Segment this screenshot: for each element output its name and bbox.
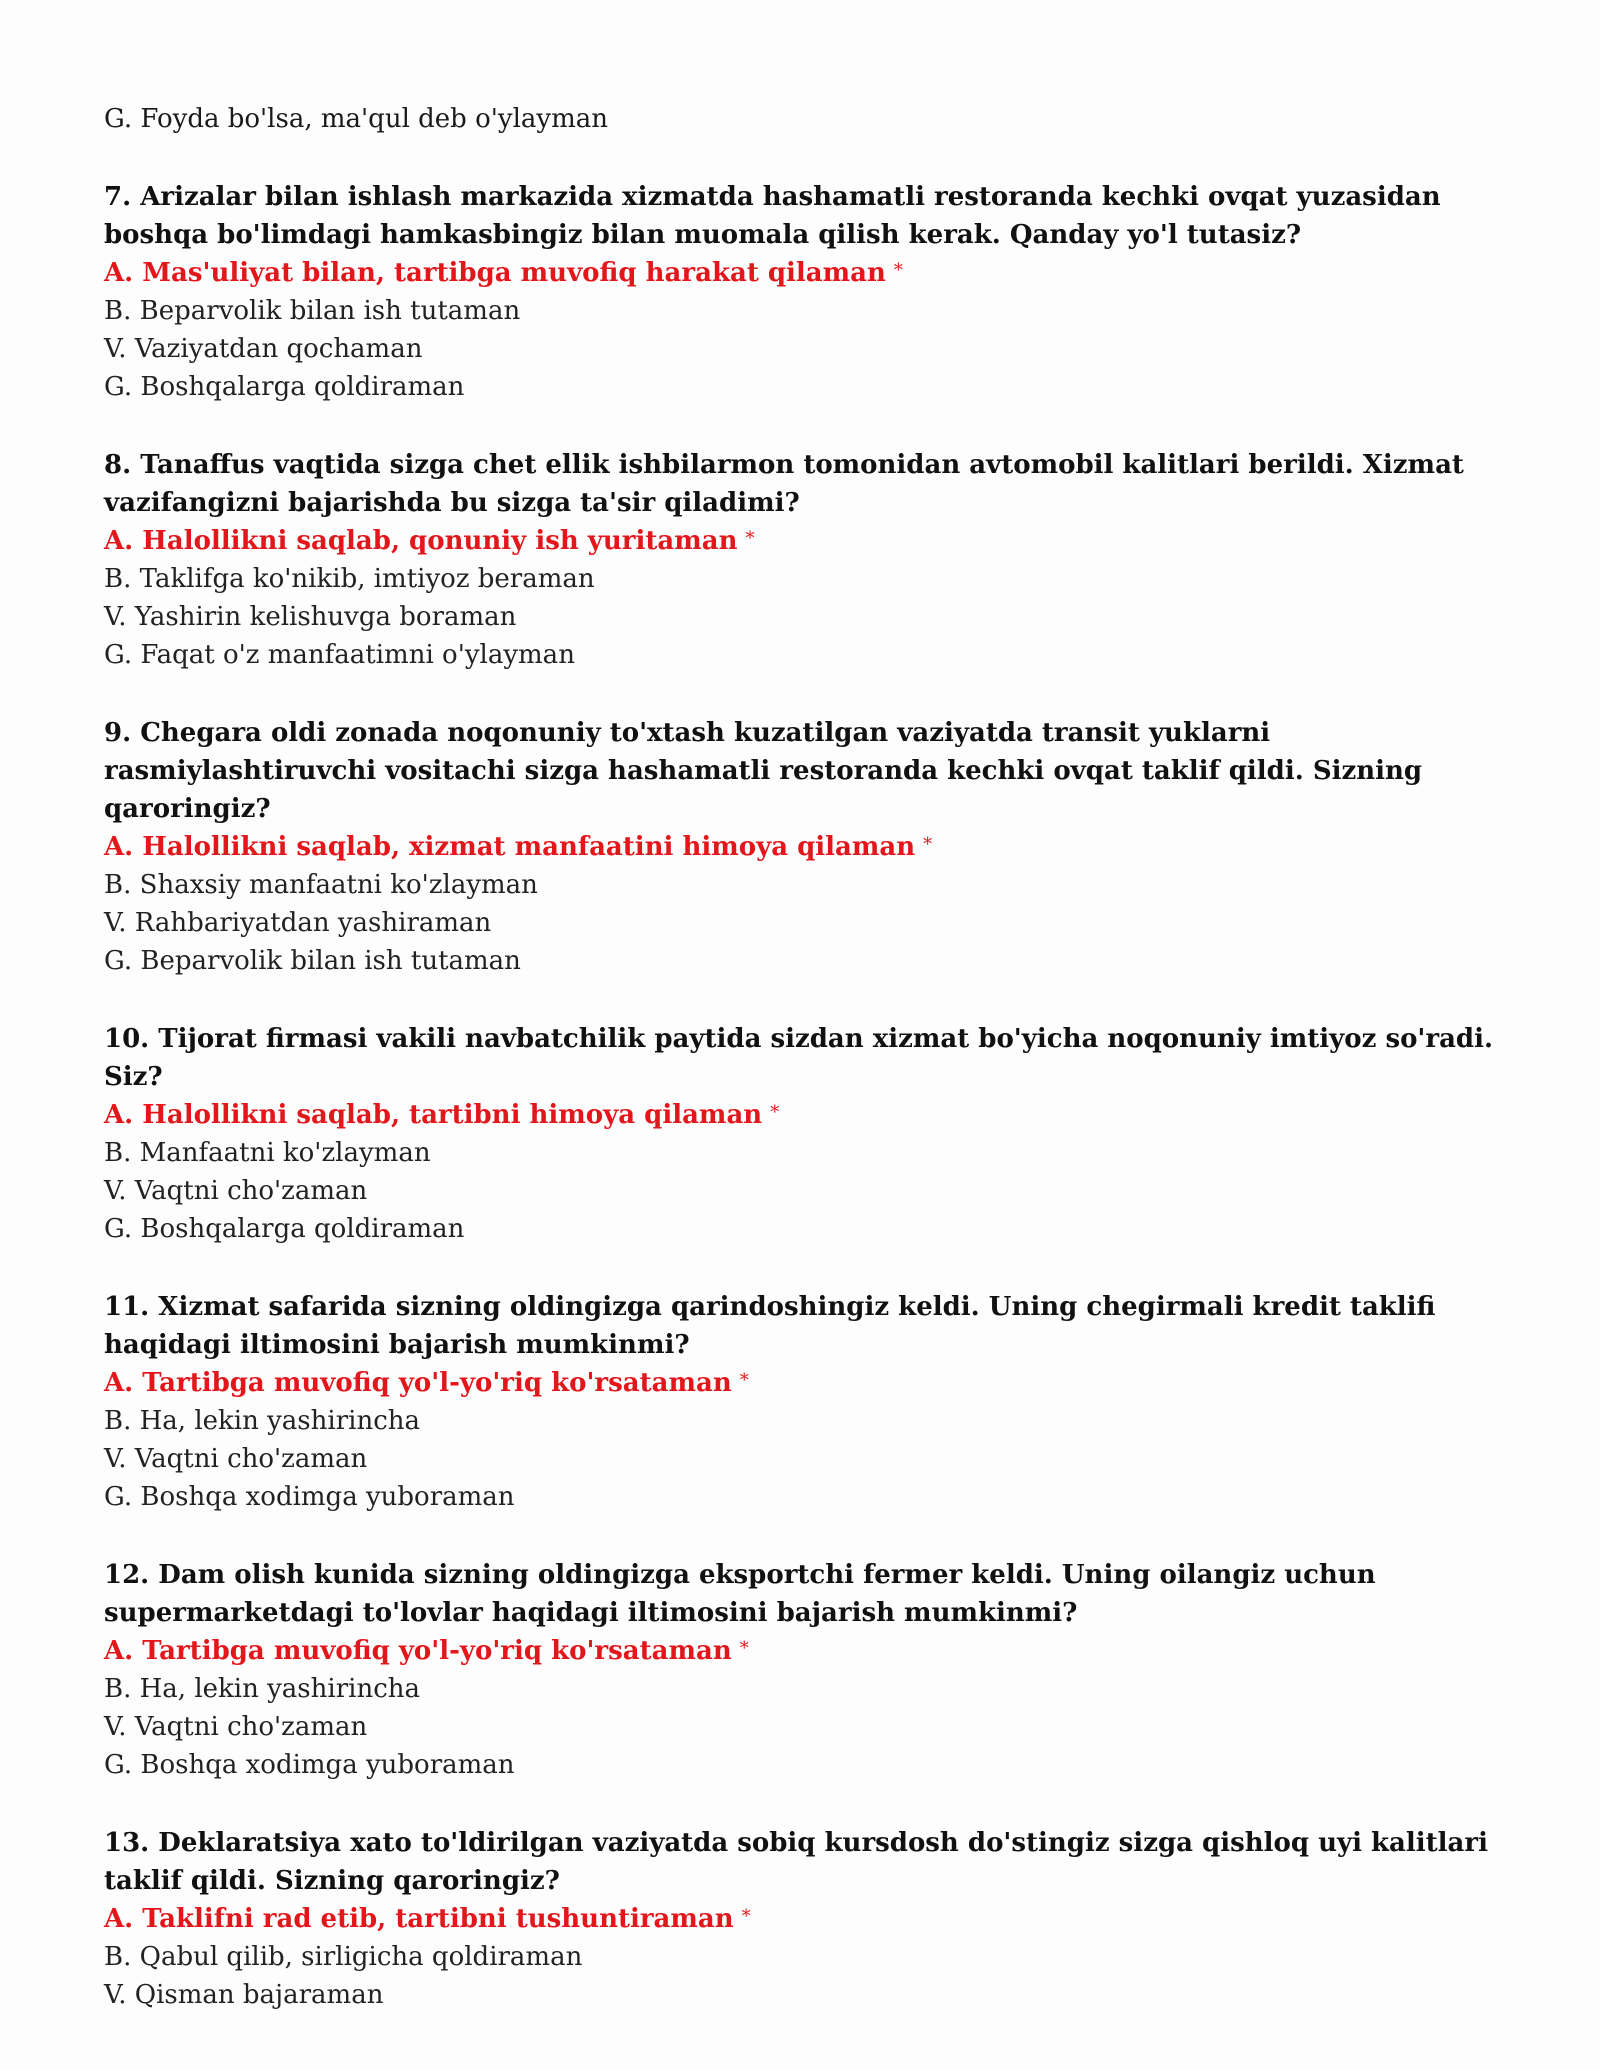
question-text: 8. Tanaffus vaqtida sizga chet ellik ishbilarmon tomonidan avtomobil kalitlari berildi. Xizmat vazifangizni bajarishda bu sizga ta'sir qiladimi? <box>104 450 1464 518</box>
question-list <box>104 178 1504 2014</box>
option-text: V. Vaziyatdan qochaman <box>104 334 423 364</box>
question-text: 13. Deklaratsiya xato to'ldirilgan vaziyatda sobiq kursdosh do'stingiz sizga qishloq uyi kalitlari taklif qildi. Sizning qaroringiz? <box>104 1828 1488 1896</box>
correct-marker-icon: * <box>770 1102 780 1123</box>
answer-option <box>104 1670 1504 1708</box>
option-text: V. Qisman bajaraman <box>104 1980 384 2010</box>
question-text: 11. Xizmat safarida sizning oldingizga qarindoshingiz keldi. Uning chegirmali kredit taklifi haqidagi iltimosini bajarish mumkinmi? <box>104 1292 1436 1360</box>
question-text: 9. Chegara oldi zonada noqonuniy to'xtash kuzatilgan vaziyatda transit yuklarni rasmiylashtiruvchi vositachi sizga hashamatli restoranda kechki ovqat taklif qildi. Sizning qaroringiz? <box>104 718 1423 824</box>
answer-option <box>104 904 1504 942</box>
option-text: B. Ha, lekin yashirincha <box>104 1406 421 1436</box>
answer-option <box>104 1478 1504 1516</box>
option-text: A. Mas'uliyat bilan, tartibga muvofiq harakat qilaman <box>104 258 886 288</box>
option-text: V. Rahbariyatdan yashiraman <box>104 908 492 938</box>
option-text: B. Taklifga ko'nikib, imtiyoz beraman <box>104 564 595 594</box>
correct-answer-option <box>104 828 1504 866</box>
answer-option <box>104 292 1504 330</box>
answer-option <box>104 1938 1504 1976</box>
answer-option <box>104 942 1504 980</box>
answer-option <box>104 1976 1504 2014</box>
option-text: G. Boshqalarga qoldiraman <box>104 372 465 402</box>
question-block <box>104 714 1504 980</box>
option-text: A. Tartibga muvofiq yo'l-yo'riq ko'rsataman <box>104 1368 732 1398</box>
answer-option <box>104 636 1504 674</box>
answer-option <box>104 330 1504 368</box>
correct-answer-option <box>104 1364 1504 1402</box>
option-text: B. Qabul qilib, sirligicha qoldiraman <box>104 1942 583 1972</box>
option-text: A. Halollikni saqlab, tartibni himoya qilaman <box>104 1100 763 1130</box>
question-text: 10. Tijorat firmasi vakili navbatchilik paytida sizdan xizmat bo'yicha noqonuniy imtiyoz so'radi. Siz? <box>104 1024 1494 1092</box>
option-text: B. Beparvolik bilan ish tutaman <box>104 296 521 326</box>
option-text: G. Boshqa xodimga yuboraman <box>104 1482 515 1512</box>
correct-marker-icon: * <box>739 1638 749 1659</box>
option-text: V. Yashirin kelishuvga boraman <box>104 602 517 632</box>
question-block <box>104 1020 1504 1248</box>
answer-option <box>104 598 1504 636</box>
question-text: 12. Dam olish kunida sizning oldingizga eksportchi fermer keldi. Uning oilangiz uchun supermarketdagi to'lovlar haqidagi iltimosini bajarish mumkinmi? <box>104 1560 1376 1628</box>
document-page <box>104 100 1504 2014</box>
option-text: A. Tartibga muvofiq yo'l-yo'riq ko'rsataman <box>104 1636 732 1666</box>
option-text: V. Vaqtni cho'zaman <box>104 1712 368 1742</box>
correct-marker-icon: * <box>741 1906 751 1927</box>
correct-answer-option <box>104 1632 1504 1670</box>
correct-marker-icon: * <box>893 260 903 281</box>
answer-option <box>104 368 1504 406</box>
option-text: V. Vaqtni cho'zaman <box>104 1176 368 1206</box>
question-block <box>104 1824 1504 2014</box>
option-text: V. Vaqtni cho'zaman <box>104 1444 368 1474</box>
correct-answer-option <box>104 1900 1504 1938</box>
correct-answer-option <box>104 522 1504 560</box>
answer-option <box>104 1746 1504 1784</box>
option-text: A. Taklifni rad etib, tartibni tushuntiraman <box>104 1904 734 1934</box>
previous-question-option: G. Foyda bo'lsa, ma'qul deb o'ylayman <box>104 104 608 134</box>
answer-option <box>104 1172 1504 1210</box>
correct-marker-icon: * <box>745 528 755 549</box>
answer-option <box>104 1210 1504 1248</box>
question-text: 7. Arizalar bilan ishlash markazida xizmatda hashamatli restoranda kechki ovqat yuzasidan boshqa bo'limdagi hamkasbingiz bilan muomala qilish kerak. Qanday yo'l tutasiz? <box>104 182 1441 250</box>
option-text: B. Manfaatni ko'zlayman <box>104 1138 431 1168</box>
answer-option <box>104 1134 1504 1172</box>
question-block <box>104 1556 1504 1784</box>
question-block <box>104 446 1504 674</box>
option-text: G. Boshqa xodimga yuboraman <box>104 1750 515 1780</box>
answer-option <box>104 866 1504 904</box>
question-block <box>104 1288 1504 1516</box>
option-text: G. Faqat o'z manfaatimni o'ylayman <box>104 640 575 670</box>
answer-option <box>104 560 1504 598</box>
option-text: G. Boshqalarga qoldiraman <box>104 1214 465 1244</box>
correct-marker-icon: * <box>923 834 933 855</box>
option-text: A. Halollikni saqlab, xizmat manfaatini himoya qilaman <box>104 832 916 862</box>
correct-marker-icon: * <box>739 1370 749 1391</box>
correct-answer-option <box>104 1096 1504 1134</box>
option-text: G. Beparvolik bilan ish tutaman <box>104 946 521 976</box>
option-text: A. Halollikni saqlab, qonuniy ish yuritaman <box>104 526 738 556</box>
answer-option <box>104 1402 1504 1440</box>
correct-answer-option <box>104 254 1504 292</box>
answer-option <box>104 1440 1504 1478</box>
question-block <box>104 178 1504 406</box>
answer-option <box>104 1708 1504 1746</box>
option-text: B. Ha, lekin yashirincha <box>104 1674 421 1704</box>
option-text: B. Shaxsiy manfaatni ko'zlayman <box>104 870 538 900</box>
